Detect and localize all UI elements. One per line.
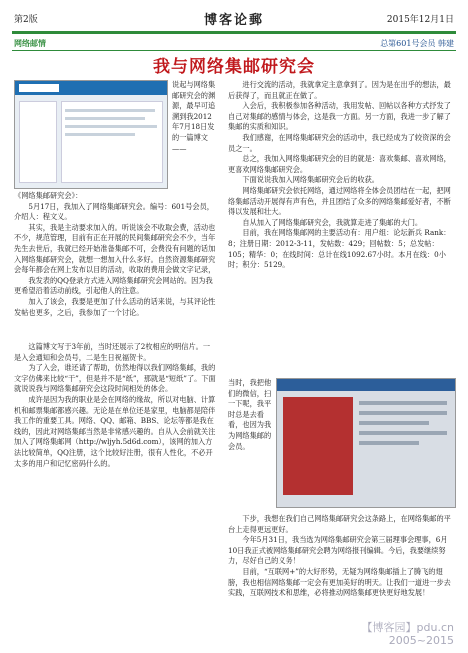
body-paragraph: 为了入会，谁还请了帮助，仿然地得以我们网络集邮，我的文字仿佛来比较“干”，但是并不是“纸”，那就是“短纸”了。下面就说说我与网络集邮研究会这段时间相处的体会。 bbox=[14, 363, 216, 394]
website-text-line bbox=[65, 109, 155, 112]
forum-photo bbox=[283, 397, 353, 495]
body-paragraph: 下步，我想在我们自己网络集邮研究会这条路上，在网络集邮的平台上走得更远更好。 bbox=[228, 514, 451, 534]
website-text-line bbox=[65, 117, 145, 120]
website-logo bbox=[19, 84, 59, 92]
quote-paragraph: 5月17日，我加入了网络集邮研究会。编号：601号会员，介绍人：程文义。 bbox=[14, 201, 214, 222]
body-paragraph: 进行交流的活动，我就拿定主意拿到了。因为是在出乎的想法，最后获得了，而且就正在做了。 bbox=[228, 80, 451, 100]
body-paragraph: 目前，我在网络集邮网的主要活动有：用户组：论坛新兵 Rank：8；注册日期：2012-3-11，发帖数：429；回帖数：5；总发帖：105；精华：0；在线时间：总计在线1092.67小时。本月在线：0小时；积分：5129。 bbox=[228, 228, 451, 270]
left-column bbox=[14, 80, 216, 640]
quote-paragraph: 加入了该会，我要是更加了什么活动的话来说，与其评论性发帖也更多，之后，我参加了一个讨论。 bbox=[14, 296, 216, 317]
forum-text-line bbox=[359, 411, 447, 415]
quote-paragraph: 《网络集邮研究会》： bbox=[14, 191, 83, 200]
body-paragraph: 成许是因为我的职业是会在网络的缘故，所以对电脑、计算机和邮票集邮都感兴趣。无论是在单位还是家里，电脑都是陪伴我工作的重要工具。网络、QQ、邮箱、BBS、论坛等都是我在线的，因此对网络集邮当然是非常感兴趣的。自从入会前就关注加入了网络集邮网（http://wljyh.5d6d.com），该网的加入方法比较简单，QQ注册，这个比较好注册，很有人性化，不必开太多的用户和记忆密码什么的。 bbox=[14, 394, 216, 468]
sub-header-rule bbox=[12, 50, 456, 51]
website-text-line bbox=[65, 125, 157, 128]
body-paragraph: 我们感谢，在网络集邮研究会的活动中，我已经成为了较资深的会员之一。 bbox=[228, 132, 451, 153]
newspaper-brand: 博客论郵 bbox=[203, 13, 264, 28]
body-paragraph: 这篇博文写于3年前，当时还展示了2枚相应的明信片。一是入会通知和会员号，二是生日祝福贺卡。 bbox=[14, 342, 211, 362]
right-body-bottom bbox=[228, 514, 454, 599]
side-text: 说起与网络集邮研究会的渊源，最早可追溯到我2012年7月18日发的一篇博文—— bbox=[172, 80, 216, 153]
article-title: 我与网络集邮研究会 bbox=[153, 57, 315, 77]
forum-header-bar bbox=[277, 379, 455, 391]
body-paragraph: 目前，“互联网+”的大好形势，无疑为网络集邮插上了腾飞的翅膀，我也相信网络集邮一定会有更加美好的明天。让我们一道进一步去实践，互联网技术和思维，必将推动网络集邮更快更好地发展！ bbox=[228, 566, 451, 598]
forum-screenshot bbox=[276, 378, 456, 508]
forum-text-line bbox=[359, 431, 447, 435]
page-header bbox=[12, 8, 456, 30]
quote-paragraph: 我发表的QQ登录方式进入网络集邮研究会网站的。因为我更希望沿着活动前线，引起他人的注意。 bbox=[14, 275, 213, 296]
body-paragraph: 今年5月31日，我当选为网络集邮研究会第三届理事会理事，6月10日我正式被网络集邮研究会聘为网络报刊编辑。今后，我要继续努力，尽好自己的义务！ bbox=[228, 535, 448, 566]
watermark bbox=[362, 621, 454, 647]
website-header-bar bbox=[15, 81, 167, 95]
image-side-text: 当时，我把他们的微信，扫一下呢，我平时总是去看看，也因为我为网络集邮的会员。 bbox=[228, 378, 272, 451]
issue-date: 2015年12月1日 bbox=[386, 15, 454, 25]
watermark-line: 2005~2015 bbox=[388, 634, 454, 647]
right-body-top bbox=[228, 80, 454, 271]
body-paragraph: 自从加入了网络集邮研究会，我就算走进了集邮的大门。 bbox=[242, 217, 423, 227]
website-content bbox=[61, 101, 163, 183]
column-name: 网络邮情 bbox=[14, 39, 46, 48]
header-rule bbox=[12, 31, 456, 34]
right-column bbox=[228, 80, 454, 640]
body-paragraph: 下面说说我加入网络集邮研究会后的收获。 bbox=[242, 175, 379, 185]
author-line: 总第601号会员 韩建 bbox=[380, 39, 454, 48]
quoted-blog-post bbox=[14, 191, 216, 318]
quote-paragraph: 其实，我是主动要求加入的。听说该会不收取会费，活动也不少，规范管理，目前有正在开展的民间集邮研究会不少，当年先生去世后，我就已经开始准备集邮不可，会费没有问题的话加入网络集邮研究会，就想一想加入什么多好。自然资源集邮研究会每年都会在网上发布以目的活动，收取的费用会做文字记录， bbox=[14, 222, 216, 275]
website-screenshot bbox=[14, 80, 168, 189]
forum-text-line bbox=[359, 421, 429, 425]
body-paragraph: 入会后，我积极参加各种活动，我用发帖、回帖以各种方式抒发了自己对集邮的感情与体会，这是我一方面。另一方面，我进一步了解了集邮的实质和知识。 bbox=[228, 101, 451, 132]
forum-text-line bbox=[359, 401, 447, 405]
website-text-line bbox=[65, 133, 135, 136]
body-paragraph: 网络集邮研究会依托网络，通过网络将全体会员团结在一起，把网络集邮活动开展得有声有色，并且团结了众多的网络集邮爱好者，不断得以发展和壮大。 bbox=[228, 185, 451, 217]
page-number: 第2版 bbox=[14, 15, 38, 25]
watermark-line: 【博客园】pdu.cn bbox=[361, 621, 454, 634]
body-paragraph: 总之，我加入网络集邮研究会的目的就是：喜欢集邮、喜欢网络，更喜欢网络集邮研究会。 bbox=[228, 154, 451, 174]
left-body bbox=[14, 342, 216, 469]
forum-text-line bbox=[359, 441, 419, 445]
website-sidebar bbox=[19, 101, 57, 183]
